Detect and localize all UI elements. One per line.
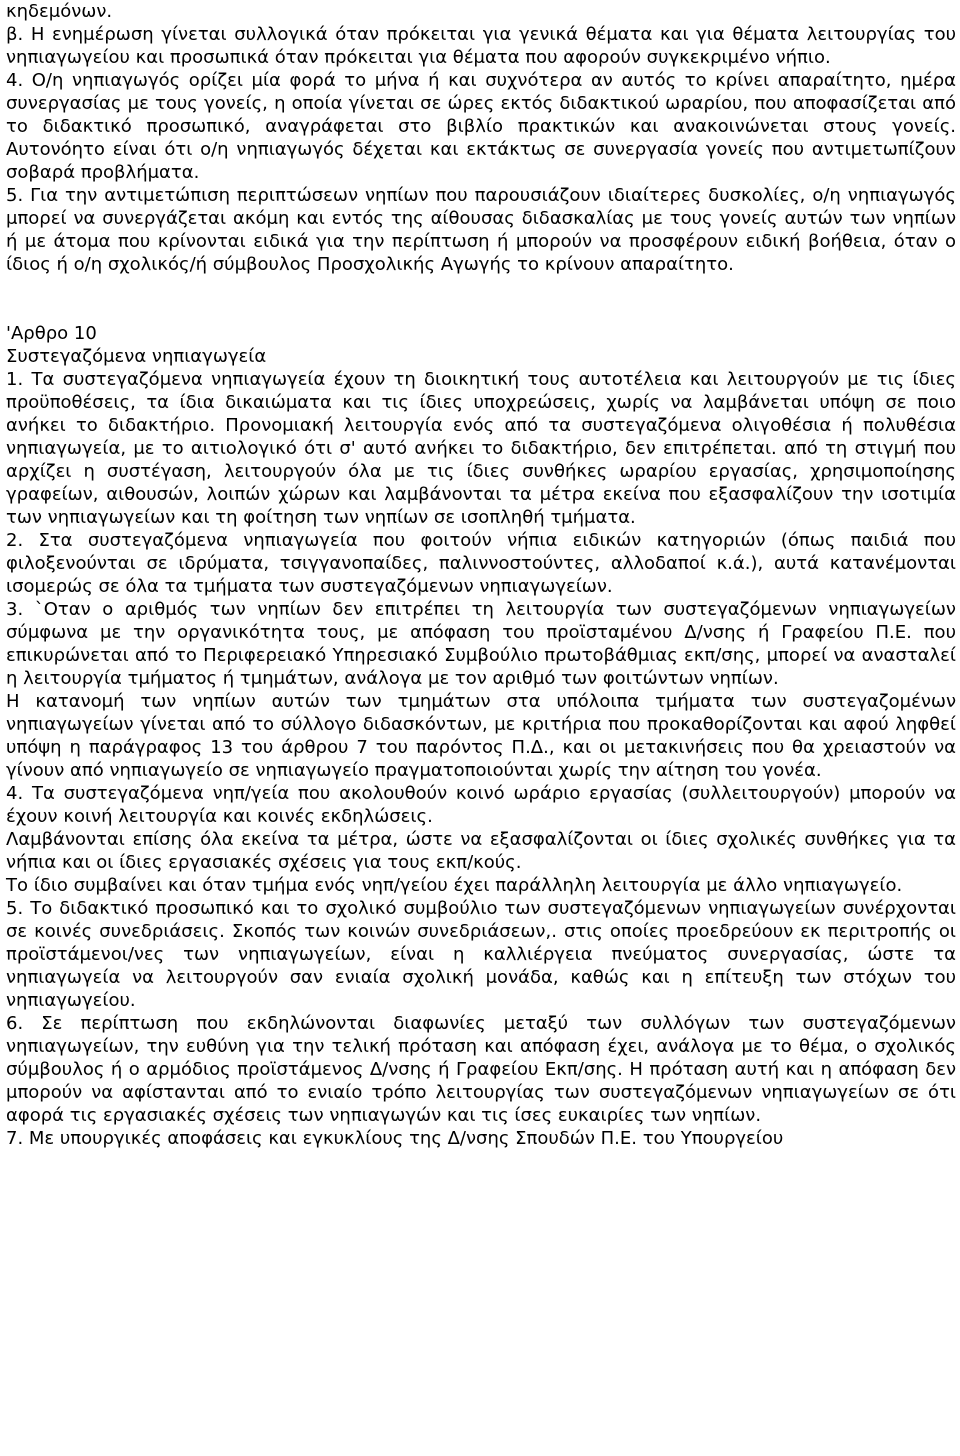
paragraph-b-information: β. Η ενημέρωση γίνεται συλλογικά όταν πρόκειται για γενικά θέματα και για θέματα λειτουργίας του νηπιαγωγείου και προσωπικά όταν πρόκειται για θέματα που αφορούν συγκεκριμένο νήπιο.	[6, 24, 956, 68]
text-line-guardians: κηδεμόνων.	[6, 1, 113, 22]
paragraph-5-special-difficulties: 5. Για την αντιμετώπιση περιπτώσεων νηπίων που παρουσιάζουν ιδιαίτερες δυσκολίες, ο/η νηπιαγωγός μπορεί να συνεργάζεται ακόμη και εντός της αίθουσας διδασκαλίας με τους γονείς αυτών των νηπίων ή με άτομα που κρίνονται ειδικά για την περίπτωση ή μπορούν να προσφέρουν ειδική βοήθεια, όταν ο ίδιος ή ο/η σχολικός/ή σύμβουλος Προσχολικής Αγωγής το κρίνουν απαραίτητο.	[6, 185, 956, 275]
paragraph-4-cooperation-day: 4. Ο/η νηπιαγωγός ορίζει μία φορά το μήνα ή και συχνότερα αν αυτός το κρίνει απαραίτητο, ημέρα συνεργασίας με τους γονείς, η οποία γίνεται σε ώρες εκτός διδακτικού ωραρίου, που αποφασίζεται από το διδακτικό προσωπικό, αναγράφεται στο βιβλίο πρακτικών και ανακοινώνεται στους γονείς. Αυτονόητο είναι ότι ο/η νηπιαγωγός δέχεται και εκτάκτως σε συνεργασία γονείς που αντιμετωπίζουν σοβαρά προβλήματα.	[6, 70, 956, 183]
document-page	[6, 0, 956, 1150]
article-paragraph: Η κατανομή των νηπίων αυτών των τμημάτων στα υπόλοιπα τμήματα των συστεγαζομένων νηπιαγωγείων γίνεται από το σύλλογο διδασκόντων, με κριτήρια που προκαθορίζονται και αφού ληφθεί υπόψη η παράγραφος 13 του άρθρου 7 του παρόντος Π.Δ., και οι μετακινήσεις που θα χρειαστούν να γίνουν από νηπιαγωγείο σε νηπιαγωγείο πραγματοποιούνται χωρίς την αίτηση του γονέα.	[6, 691, 956, 781]
article-paragraph: 5. Το διδακτικό προσωπικό και το σχολικό συμβούλιο των συστεγαζόμενων νηπιαγωγείων συνέρχονται σε κοινές συνεδριάσεις. Σκοπός των κοινών συνεδριάσεων,. στις οποίες προεδρεύουν εκ περιτροπής οι προϊστάμενοι/νες των νηπιαγωγείων, είναι η καλλιέργεια πνεύματος συνεργασίας, ώστε τα νηπιαγωγεία να λειτουργούν σαν ενιαία σχολική μονάδα, καθώς και η επίτευξη των στόχων του νηπιαγωγείου.	[6, 898, 956, 1011]
article-paragraph: 6. Σε περίπτωση που εκδηλώνονται διαφωνίες μεταξύ των συλλόγων των συστεγαζόμενων νηπιαγωγείων, την ευθύνη για την τελική πρόταση και απόφαση έχει, ανάλογα με το θέμα, ο σχολικός σύμβουλος ή ο αρμόδιος προϊστάμενος Δ/νσης ή Γραφείου Εκπ/σης. Η πρόταση αυτή και η απόφαση δεν μπορούν να αφίστανται από το ενιαίο τρόπο λειτουργίας των συστεγαζόμενων νηπιαγωγείων σε ότι αφορά τις εργασιακές σχέσεις των νηπιαγωγών και τις ίσες ευκαιρίες των νηπίων.	[6, 1013, 956, 1126]
article-number: 'Αρθρο 10	[6, 323, 97, 344]
article-paragraph: 7. Με υπουργικές αποφάσεις και εγκυκλίους της Δ/νσης Σπουδών Π.Ε. του Υπουργείου	[6, 1128, 784, 1149]
spacer	[6, 276, 956, 322]
article-paragraph: 2. Στα συστεγαζόμενα νηπιαγωγεία που φοιτούν νήπια ειδικών κατηγοριών (όπως παιδιά που φιλοξενούνται σε ιδρύματα, τσιγγανοπαίδες, παλιννοστούντες, αλλοδαποί κ.ά.), αυτά κατανέμονται ισομερώς σε όλα τα τμήματα των συστεγαζόμενων νηπιαγωγείων.	[6, 530, 956, 597]
article-paragraph: 4. Τα συστεγαζόμενα νηπ/γεία που ακολουθούν κοινό ωράριο εργασίας (συλλειτουργούν) μπορούν να έχουν κοινή λειτουργία και κοινές εκδηλώσεις.	[6, 783, 956, 827]
article-title: Συστεγαζόμενα νηπιαγωγεία	[6, 346, 267, 367]
article-paragraph: 1. Τα συστεγαζόμενα νηπιαγωγεία έχουν τη διοικητική τους αυτοτέλεια και λειτουργούν με τις ίδιες προϋποθέσεις, τα ίδια δικαιώματα και τις ίδιες υποχρεώσεις, χωρίς να λαμβάνεται υπόψη σε ποιο ανήκει το διδακτήριο. Προνομιακή λειτουργία ενός από τα συστεγαζόμενα ολιγοθέσια ή πολυθέσια νηπιαγωγεία, με το αιτιολογικό ότι σ' αυτό ανήκει το διδακτήριο, δεν επιτρέπεται. από τη στιγμή που αρχίζει η συστέγαση, λειτουργούν όλα με τις ίδιες συνθήκες ωραρίου εργασίας, χρησιμοποίησης γραφείων, αιθουσών, λοιπών χώρων και λαμβάνονται τα μέτρα εκείνα που εξασφαλίζουν την ισοτιμία των νηπιαγωγείων και τη φοίτηση των νηπίων σε ισοπληθή τμήματα.	[6, 369, 956, 528]
article-paragraph: 3. `Οταν ο αριθμός των νηπίων δεν επιτρέπει τη λειτουργία των συστεγαζόμενων νηπιαγωγείων σύμφωνα με την οργανικότητα τους, με απόφαση του προϊσταμένου Δ/νσης ή Γραφείου Π.Ε. που επικυρώνεται από το Περιφερειακό Υπηρεσιακό Συμβούλιο πρωτοβάθμιας εκπ/σης, μπορεί να ανασταλεί η λειτουργία τμήματος ή τμημάτων, ανάλογα με τον αριθμό των φοιτώντων νηπίων.	[6, 599, 956, 689]
article-paragraph: Το ίδιο συμβαίνει και όταν τμήμα ενός νηπ/γείου έχει παράλληλη λειτουργία με άλλο νηπιαγωγείο.	[6, 875, 903, 896]
article-paragraph: Λαμβάνονται επίσης όλα εκείνα τα μέτρα, ώστε να εξασφαλίζονται οι ίδιες σχολικές συνθήκες για τα νήπια και οι ίδιες εργασιακές σχέσεις για τους εκπ/κούς.	[6, 829, 956, 873]
